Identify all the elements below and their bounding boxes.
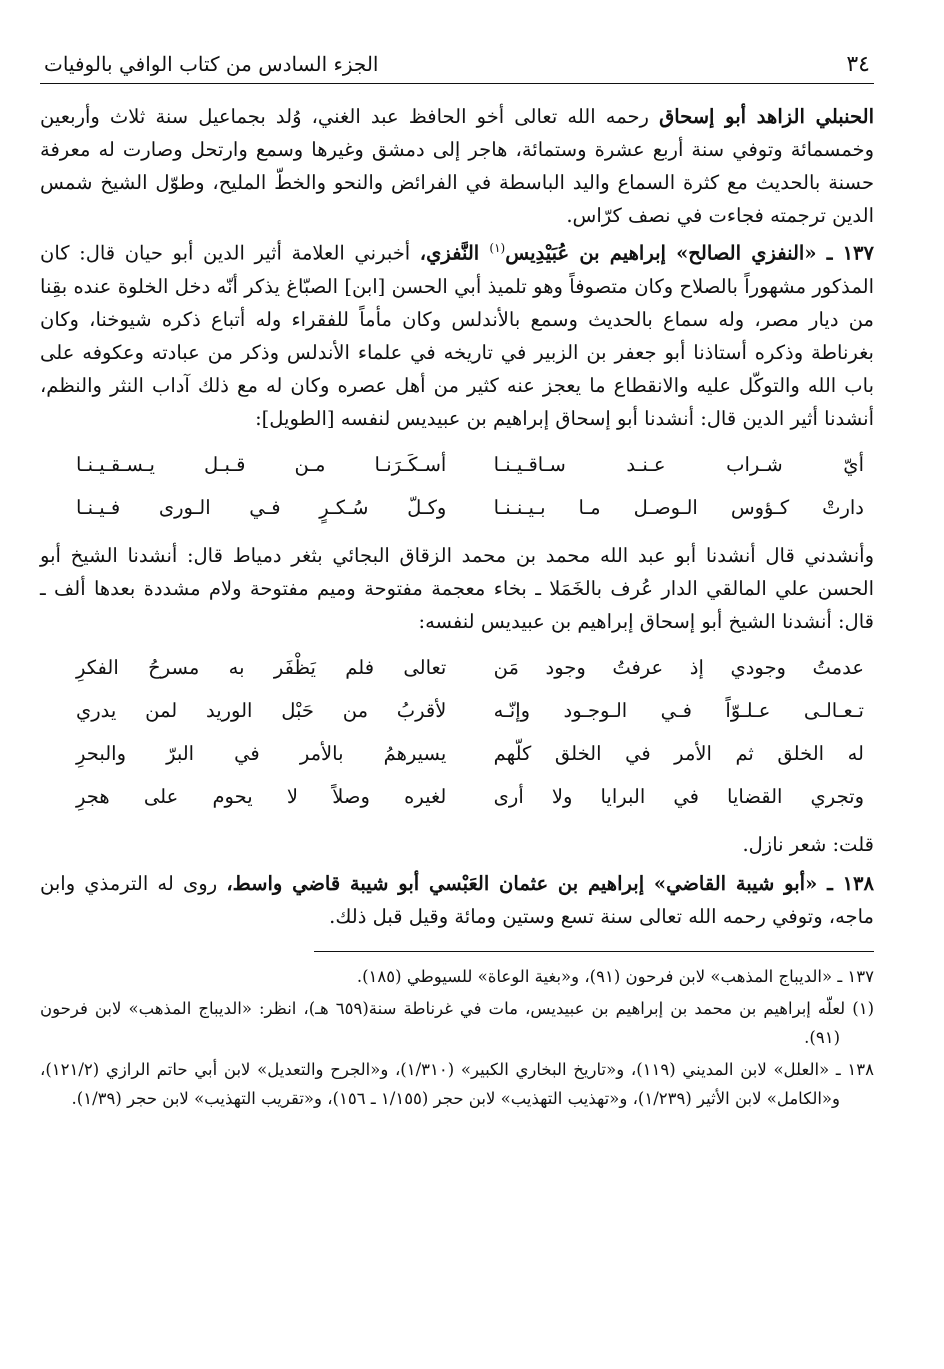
verse-second-hemistich: أسـكَـرَنـا مـن قـبـل يـسـقـيـنـا bbox=[76, 452, 447, 476]
verse-first-hemistich: له الخلق ثم الأمر في الخلق كلّهم bbox=[493, 741, 864, 765]
paragraph-narration: وأنشدني قال أنشدنا أبو عبد الله محمد بن محمد الزقاق البجائي بثغر دمياط قال: أنشدنا الشيخ أبو الحسن علي المالقي الدار عُرف بالخَمَلا ـ بخاء معجمة مفتوحة وميم مفتوحة ولام مشددة بعدها ألف ـ قال: أنشدنا الشيخ أبو إسحاق إبراهيم بن عبيديس لنفسه: bbox=[40, 543, 874, 633]
entry-138 bbox=[40, 867, 874, 933]
verse-line bbox=[40, 732, 874, 775]
page-header bbox=[40, 52, 874, 84]
paragraph-intro bbox=[40, 100, 874, 232]
verse-line bbox=[40, 689, 874, 732]
entry-text: روى له الترمذي وابن ماجه، وتوفي رحمه الله تعالى سنة تسع وستين ومائة وقيل قبل ذلك. bbox=[40, 871, 874, 928]
verse-line bbox=[40, 775, 874, 818]
name-heading: الحنبلي الزاهد أبو إسحاق bbox=[659, 105, 874, 128]
verse-line bbox=[40, 443, 874, 486]
footnote-137: ١٣٧ ـ «الديباج المذهب» لابن فرحون (٩١)، و«بغية الوعاة» للسيوطي (١٨٥). bbox=[356, 966, 874, 986]
running-title: الجزء السادس من كتاب الوافي بالوفيات bbox=[44, 52, 379, 76]
verse-line bbox=[40, 486, 874, 529]
footnote-divider bbox=[314, 951, 874, 952]
paragraph-text: رحمه الله تعالى أخو الحافظ عبد الغني، وُلد بجماعيل سنة ثلاث وأربعين وخمسمائة وتوفي سنة أربع عشرة وستمائة، هاجر إلى دمشق وغيرها وسمع وارتحل وصارت له معرفة حسنة بالحديث مع كثرة السماع واليد الباسطة في الفرائض والنحو والخطّ المليح، وطوّل الشيخ شمس الدين ترجمته فجاءت في نصف كرّاس. bbox=[40, 105, 874, 227]
verse-first-hemistich: عدمتُ وجودي إذ عرفتُ وجود مَن bbox=[493, 655, 864, 679]
verse-first-hemistich: دارتْ كـؤوس الـوصـل مـا بـيـنـنـا bbox=[493, 495, 864, 519]
entry-heading: ١٣٨ ـ «أبو شيبة القاضي» إبراهيم بن عثمان العَبْسي أبو شيبة قاضي واسط، bbox=[226, 871, 874, 895]
book-page bbox=[40, 52, 874, 1349]
page-number: ٣٤ bbox=[846, 52, 870, 77]
entry-heading: ١٣٧ ـ «النفزي الصالح» إبراهيم بن عُبَيْدِيس bbox=[505, 241, 874, 265]
verse-second-hemistich: تعالى فلم يَظْفَر به مسرحُ الفكرِ bbox=[76, 655, 447, 679]
footnotes bbox=[40, 962, 874, 1113]
main-text bbox=[40, 100, 874, 933]
footnote-1: (١) لعلّه إبراهيم بن محمد بن إبراهيم بن عبيديس، مات في غرناطة سنة(٦٥٩ هـ)، انظر: «الديباج المذهب» لابن فرحون (٩١). bbox=[40, 998, 875, 1047]
poem-2 bbox=[40, 646, 874, 818]
footnote-138: ١٣٨ ـ «العلل» لابن المديني (١١٩)، و«تاريخ البخاري الكبير» (١/٣١٠)، و«الجرح والتعديل» لابن أبي حاتم الرازي (١٢١/٢)، و«الكامل» لابن الأثير (١/٢٣٩)، و«تهذيب التهذيب» لابن حجر (١/١٥٥ ـ ١٥٦)، و«تقريب التهذيب» لابن حجر (١/٣٩). bbox=[40, 1059, 874, 1108]
verse-first-hemistich: تـعـالـى عـلـوّاً فـي الـوجـود وإنّـه bbox=[493, 698, 864, 722]
verse-first-hemistich: وتجري القضايا في البرايا ولا أرى bbox=[493, 784, 864, 808]
footnote-marker: (١) bbox=[489, 241, 506, 255]
entry-text: أخبرني العلامة أثير الدين أبو حيان قال: كان المذكور مشهوراً بالصلاح وكان متصوفاً وهو تلميذ أبي الحسن [ابن] الصبّاغ يذكر أنّه دخل الخلوة عنده بقِنا من ديار مصر، وله سماع بالحديث وسمع بالأندلس وكان مأماً للفقراء وله أتباع ذكره شيوخنا، وكان بغرناطة وذكره أستاذنا أبو جعفر بن الزبير في تاريخه في علماء الأندلس وذكر من عبادته وعكوفه على باب الله والتوكّل عليه والانقطاع ما يعجز عنه كثير من أهل عصره وكان له مع ذلك آداب النثر والنظم، أنشدنا أثير الدين قال: أنشدنا أبو إسحاق إبراهيم بن عبيديس لنفسه [الطويل]: bbox=[40, 241, 874, 430]
verse-second-hemistich: لأقربُ من حَبْل الوريد لمن يدري bbox=[76, 698, 447, 722]
entry-heading-nisba: النَّفزي، bbox=[419, 241, 490, 265]
poem-1 bbox=[40, 443, 874, 529]
verse-second-hemistich: وكـلّ سُـكـرٍ فـي الـورى فـيـنـا bbox=[76, 495, 447, 519]
verse-second-hemistich: لغيره وصلاً لا يحوم على هجرِ bbox=[76, 784, 447, 808]
entry-137 bbox=[40, 232, 874, 435]
paragraph-comment: قلت: شعر نازل. bbox=[742, 832, 874, 856]
verse-second-hemistich: يسيرهمُ بالأمر في البرّ والبحرِ bbox=[76, 741, 447, 765]
verse-first-hemistich: أيّ شـراب عـنـد سـاقـيـنـا bbox=[493, 452, 864, 476]
verse-line bbox=[40, 646, 874, 689]
